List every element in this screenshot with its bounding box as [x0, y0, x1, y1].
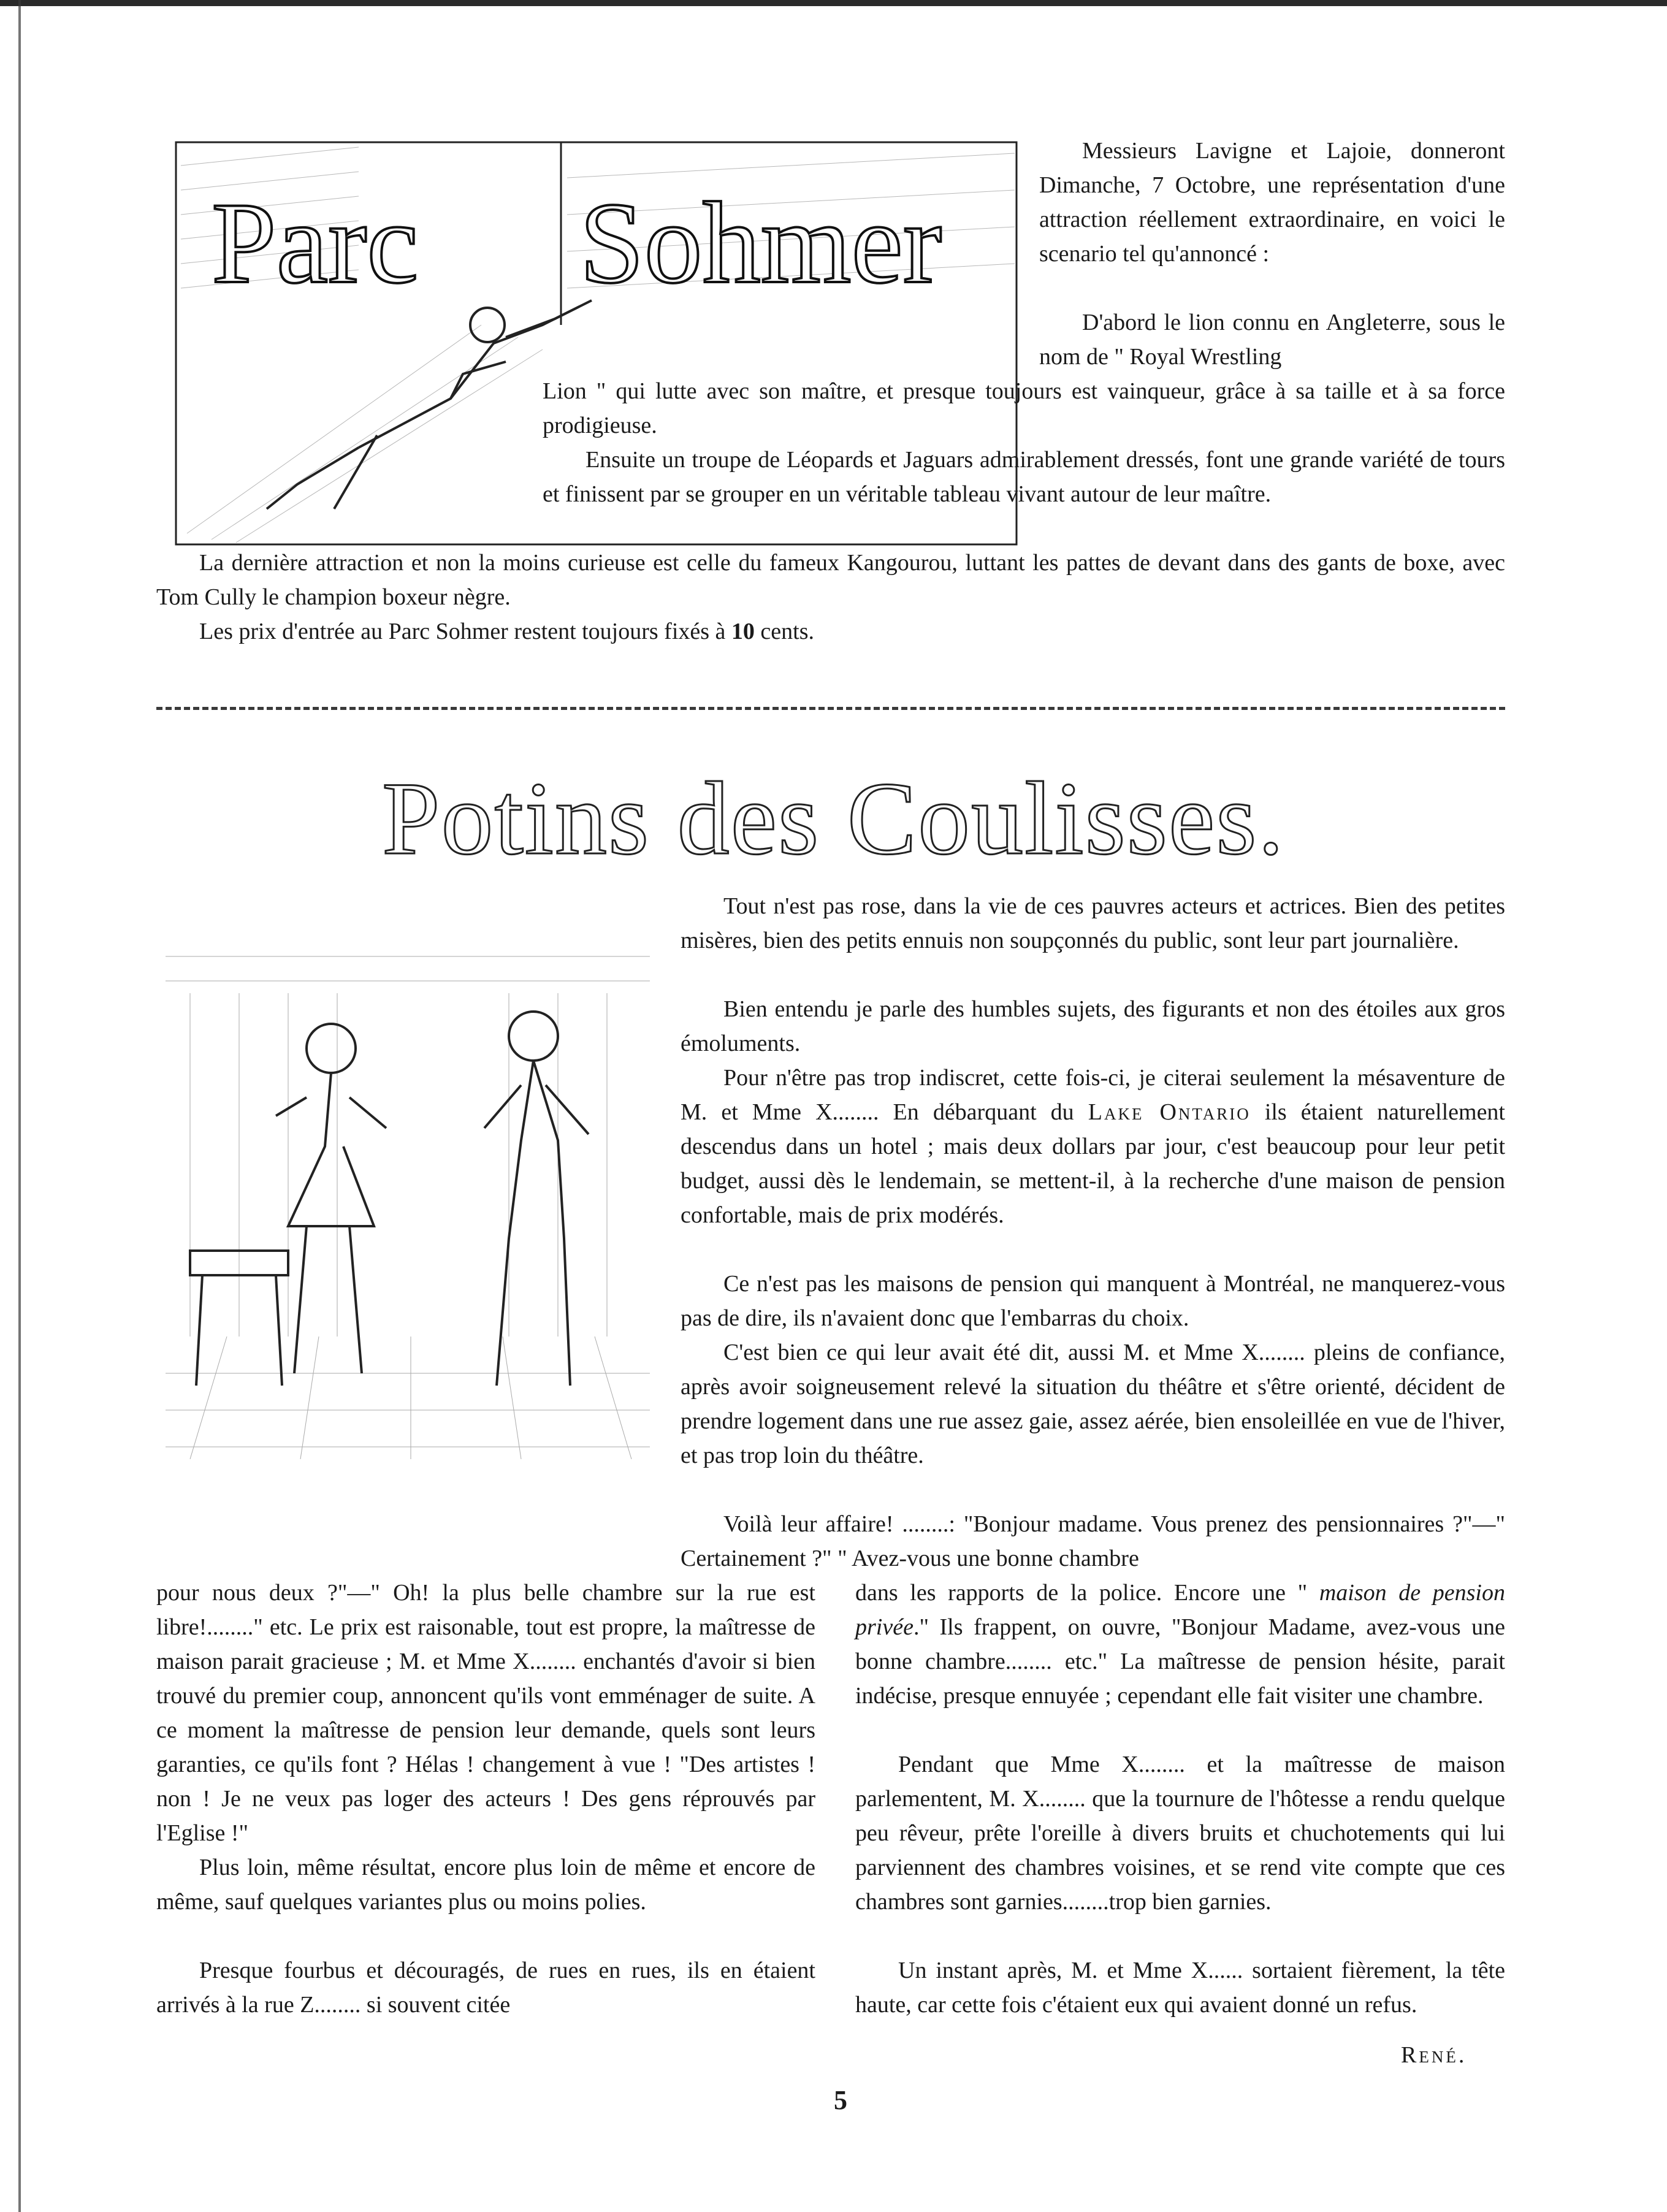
right-col-p1-italic: maison de pension privée [855, 1580, 1505, 1640]
section-separator [156, 707, 1505, 710]
right-col-p1-after: ." Ils frappent, on ouvre, "Bonjour Madame, avez-vous une bonne chambre........ etc." La maîtresse de pension hésite, parait indécise, presque ennuyée ; cependant elle fait visiter une chambre. [855, 1614, 1505, 1709]
left-column-paragraph-2: Plus loin, même résultat, encore plus loin de même et encore de même, sauf quelques variantes plus ou moins polies. [156, 1855, 815, 1915]
sohmer-paragraph-2-cont: Lion " qui lutte avec son maître, et presque toujours est vainqueur, grâce à sa taille et à sa force prodigieuse. [543, 378, 1505, 438]
sohmer-price-text-after: cents. [754, 619, 814, 644]
right-col-p1-before: dans les rapports de la police. Encore une " [855, 1580, 1319, 1606]
left-column-paragraph-3: Presque fourbus et découragés, de rues en rues, ils en étaient arrivés à la rue Z........ si souvent citée [156, 1958, 815, 2018]
left-column-paragraph-1: pour nous deux ?"—" Oh! la plus belle chambre sur la rue est libre!........" etc. Le prix est raisonable, tout est propre, la maîtresse de maison parait gracieuse ; M. et Mme X........ enchantés d'avoir si bien trouvé du premier coup, annoncent qu'ils vont emménager de suite. A ce moment la maîtresse de pension leur demande, quels sont leurs garanties, ce qu'ils font ? Hélas ! changement à vue ! "Des artistes ! non ! Je ne veux pas loger des acteurs ! Des gens réprouvés par l'Eglise !" [156, 1580, 815, 1846]
ship-name: Lake Ontario [1088, 1099, 1251, 1125]
potins-paragraph-5: C'est bien ce qui leur avait été dit, aussi M. et Mme X........ pleins de confiance, après avoir soigneusement relevé la situation du théâtre et s'être orienté, décident de prendre logement dans une rue assez gaie, assez aérée, bien ensoleillée en vue de l'hiver, et pas trop loin du théâtre. [681, 1340, 1505, 1468]
sohmer-paragraph-4: La dernière attraction et non la moins curieuse est celle du fameux Kangourou, luttant les pattes de devant dans des gants de boxe, avec Tom Cully le champion boxeur nègre. [156, 550, 1505, 610]
potins-p3-before: Pour n'être pas trop indiscret, cette fois-ci, je citerai seulement la mésaventure de M. et Mme X........ En débarquant du [681, 1065, 1505, 1125]
right-column-paragraph-1 [855, 1576, 1505, 1713]
page-left-edge [18, 0, 21, 2212]
author-signature: René. [1401, 2042, 1467, 2068]
sohmer-price-text-before: Les prix d'entrée au Parc Sohmer restent toujours fixés à [199, 619, 731, 644]
potins-paragraph-2: Bien entendu je parle des humbles sujets, des figurants et non des étoiles aux gros émoluments. [681, 996, 1505, 1056]
potins-p3-after: ils étaient naturellement descendus dans un hotel ; mais deux dollars par jour, c'est beaucoup pour leur petit budget, aussi dès le lendemain, se mettent-il, à la recherche d'une maison de pension confortable, mais de prix modérés. [681, 1099, 1505, 1228]
masthead-word-sohmer: Sohmer [579, 179, 942, 308]
sohmer-price-value: 10 [731, 619, 755, 644]
potins-paragraph-3 [681, 1061, 1505, 1232]
right-column-paragraph-3: Un instant après, M. et Mme X...... sortaient fièrement, la tête haute, car cette fois c'étaient eux qui avaient donné un refus. [855, 1958, 1505, 2018]
potins-paragraph-4: Ce n'est pas les maisons de pension qui manquent à Montréal, ne manquerez-vous pas de dire, ils n'avaient donc que l'embarras du choix. [681, 1271, 1505, 1331]
page-number: 5 [834, 2085, 847, 2115]
potins-title: Potins des Coulisses. [381, 761, 1286, 876]
masthead-word-parc: Parc [212, 179, 419, 308]
theatre-scene-illustration [166, 944, 650, 1459]
sohmer-paragraph-2-start: D'abord le lion connu en Angleterre, sous le nom de " Royal Wrestling [1039, 310, 1505, 370]
sohmer-paragraph-3: Ensuite un troupe de Léopards et Jaguars admirablement dressés, font une grande variété de tours et finissent par se grouper en un véritable tableau vivant autour de leur maître. [543, 447, 1505, 507]
page-top-edge [0, 0, 1667, 6]
right-column-paragraph-2: Pendant que Mme X........ et la maîtresse de maison parlementent, M. X........ que la tournure de l'hôtesse a rendu quelque peu rêveur, prête l'oreille à divers bruits et chuchotements qui lui parviennent des chambres voisines, et se rend vite compte que ces chambres sont garnies........trop bien garnies. [855, 1752, 1505, 1915]
potins-paragraph-1: Tout n'est pas rose, dans la vie de ces pauvres acteurs et actrices. Bien des petites misères, bien des petits ennuis non soupçonnés du public, sont leur part journalière. [681, 893, 1505, 953]
potins-paragraph-6: Voilà leur affaire! ........: "Bonjour madame. Vous prenez des pensionnaires ?"—" Certainement ?" " Avez-vous une bonne chambre [681, 1511, 1505, 1571]
sohmer-paragraph-1: Messieurs Lavigne et Lajoie, donneront Dimanche, 7 Octobre, une représentation d'une attraction réellement extraordinaire, en voici le scenario tel qu'annoncé : [1039, 138, 1505, 267]
sohmer-paragraph-5 [156, 614, 1505, 649]
theatre-drawing [166, 944, 650, 1459]
